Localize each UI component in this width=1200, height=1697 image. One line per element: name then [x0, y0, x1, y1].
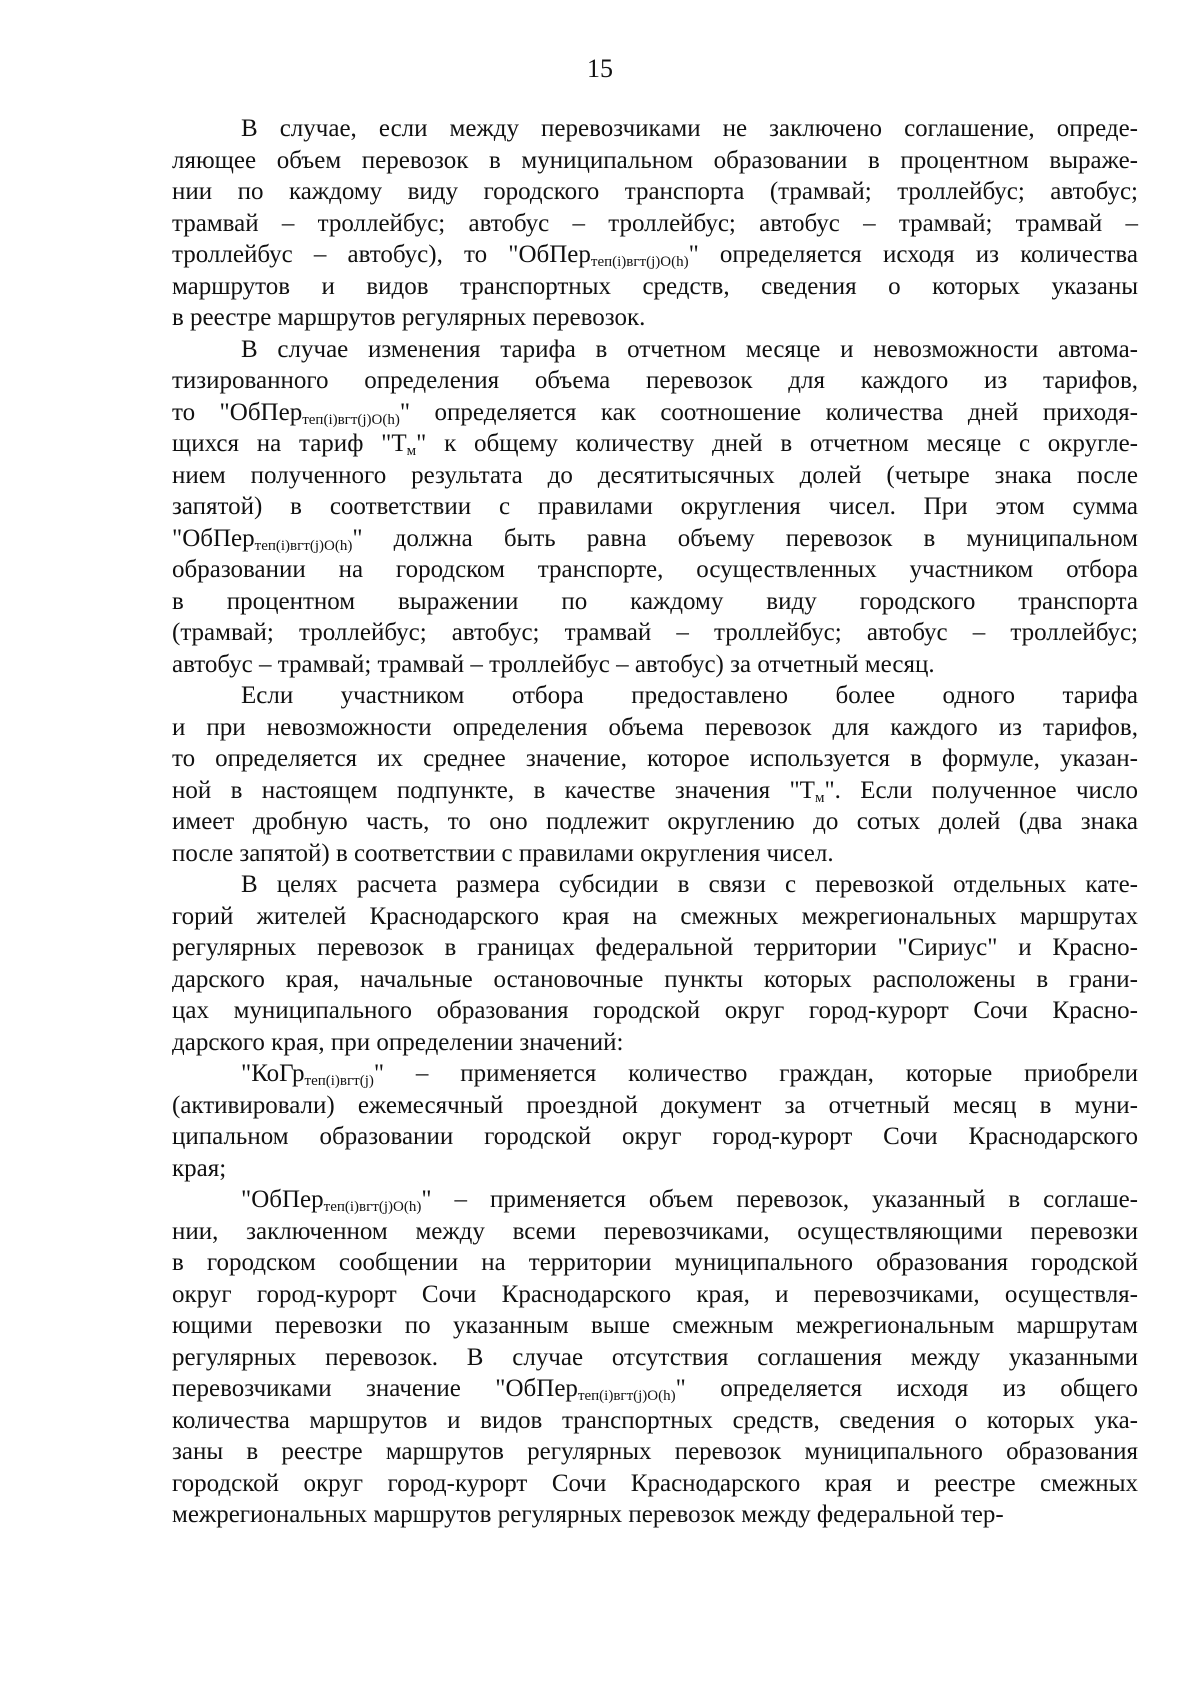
text-line: имеет дробную часть, то оно подлежит округлению до сотых долей (два знака — [172, 808, 1138, 835]
text-line: и при невозможности определения объема перевозок для каждого из тарифов, — [172, 713, 1138, 741]
text-line: в процентном выражении по каждому виду городского транспорта — [172, 587, 1138, 615]
text-line: (трамвай; троллейбус; автобус; трамвай – троллейбус; автобус – троллейбус; — [172, 619, 1138, 646]
subscript: теп(i)вгт(j)О(h) — [302, 411, 400, 428]
text-line: городской округ город-курорт Сочи Краснодарского края и реестре смежных — [172, 1469, 1138, 1497]
paragraph — [172, 1184, 1138, 1531]
paragraph — [172, 1058, 1138, 1184]
body-text — [172, 113, 1138, 1531]
text-line: края; — [172, 1154, 227, 1182]
text-line: нием полученного результата до десятитысячных долей (четыре знака после — [172, 461, 1138, 489]
paragraph — [172, 334, 1138, 681]
text-line: нии по каждому виду городского транспорта (трамвай; троллейбус; автобус; — [172, 178, 1138, 205]
text-line: тизированного определения объема перевозок для каждого из тарифов, — [172, 367, 1138, 394]
text-line: в реестре маршрутов регулярных перевозок. — [172, 304, 646, 331]
text-line: горий жителей Краснодарского края на смежных межрегиональных маршрутах — [172, 902, 1138, 930]
text-line: трамвай – троллейбус; автобус – троллейбус; автобус – трамвай; трамвай – — [172, 209, 1138, 237]
text-line: перевозчиками значение "ОбПер$_{теп(i)вгт(j)О(h)}$" определяется исходя из общего — [172, 1375, 1138, 1404]
text-line: В целях расчета размера субсидии в связи с перевозкой отдельных кате- — [241, 871, 1138, 898]
subscript: теп(i)вгт(j)О(h) — [577, 1388, 676, 1404]
text-line: цах муниципального образования городской округ город-курорт Сочи Красно- — [172, 997, 1138, 1024]
text-line: маршрутов и видов транспортных средств, сведения о которых указаны — [172, 272, 1138, 300]
text-line: Если участником отбора предоставлено более одного тарифа — [241, 682, 1138, 709]
text-line: щихся на тариф "$Т_м$" к общему количеству дней в отчетном месяце с округле- — [172, 430, 1138, 459]
text-line: автобус – трамвай; трамвай – троллейбус – автобус) за отчетный месяц. — [172, 650, 935, 678]
text-line: после запятой) в соответствии с правилами округления чисел. — [172, 839, 834, 867]
text-line: регулярных перевозок. В случае отсутствия соглашения между указанными — [172, 1343, 1138, 1371]
subscript: теп(i)вгт(j)О(h) — [254, 537, 353, 554]
text-line: количества маршрутов и видов транспортных средств, сведения о которых ука- — [172, 1406, 1138, 1434]
text-line: В случае, если между перевозчиками не заключено соглашение, опреде- — [241, 115, 1138, 142]
text-line: "ОбПер$_{теп(i)вгт(j)О(h)}$" – применяется объем перевозок, указанный в соглаше- — [241, 1186, 1138, 1215]
subscript: теп(i)вгт(j)О(h) — [590, 254, 689, 270]
paragraph — [172, 113, 1138, 334]
text-line: ющими перевозки по указанным выше смежным межрегиональным маршрутам — [172, 1312, 1138, 1339]
text-line: образовании на городском транспорте, осуществленных участником отбора — [172, 556, 1138, 583]
subscript: теп(i)вгт(j) — [304, 1073, 374, 1089]
text-line: заны в реестре маршрутов регулярных перевозок муниципального образования — [172, 1438, 1138, 1465]
text-line: (активировали) ежемесячный проездной документ за отчетный месяц в муни- — [172, 1091, 1138, 1119]
subscript: теп(i)вгт(j)О(h) — [323, 1199, 422, 1215]
subscript: м — [406, 443, 417, 459]
text-line: ципальном образовании городской округ город-курорт Сочи Краснодарского — [172, 1123, 1138, 1150]
text-line: ной в настоящем подпункте, в качестве значения "$Т_м$". Если полученное число — [172, 776, 1138, 806]
text-line: троллейбус – автобус), то "ОбПер$_{теп(i)вгт(j)О(h)}$" определяется исходя из количества — [172, 241, 1139, 270]
paragraph — [172, 680, 1138, 869]
text-line: "КоГр$_{теп(i)вгт(j)}$" – применяется количество граждан, которые приобрели — [241, 1060, 1138, 1089]
subscript: м — [814, 789, 825, 806]
text-line: регулярных перевозок в границах федеральной территории "Сириус" и Красно- — [172, 934, 1138, 961]
text-line: В случае изменения тарифа в отчетном месяце и невозможности автома- — [241, 335, 1138, 363]
text-line: то "ОбПер$_{теп(i)вгт(j)О(h)}$" определяется как соотношение количества дней приходя- — [172, 398, 1138, 428]
text-line: дарского края, начальные остановочные пункты которых расположены в грани- — [172, 965, 1138, 993]
text-line: запятой) в соответствии с правилами округления чисел. При этом сумма — [172, 493, 1138, 520]
text-line: округ город-курорт Сочи Краснодарского края, и перевозчиками, осуществля- — [172, 1280, 1138, 1308]
page-number: 15 — [587, 54, 613, 83]
text-line: в городском сообщении на территории муниципального образования городской — [172, 1249, 1138, 1276]
text-line: "ОбПер$_{теп(i)вгт(j)О(h)}$" должна быть равна объему перевозок в муниципальном — [172, 524, 1138, 554]
text-line: нии, заключенном между всеми перевозчиками, осуществляющими перевозки — [172, 1217, 1138, 1245]
text-line: то определяется их среднее значение, которое используется в формуле, указан- — [172, 745, 1138, 772]
text-line: ляющее объем перевозок в муниципальном образовании в процентном выраже- — [172, 146, 1138, 174]
text-line: дарского края, при определении значений: — [172, 1028, 624, 1056]
paragraph — [172, 869, 1138, 1058]
text-line: межрегиональных маршрутов регулярных перевозок между федеральной тер- — [172, 1501, 1004, 1528]
